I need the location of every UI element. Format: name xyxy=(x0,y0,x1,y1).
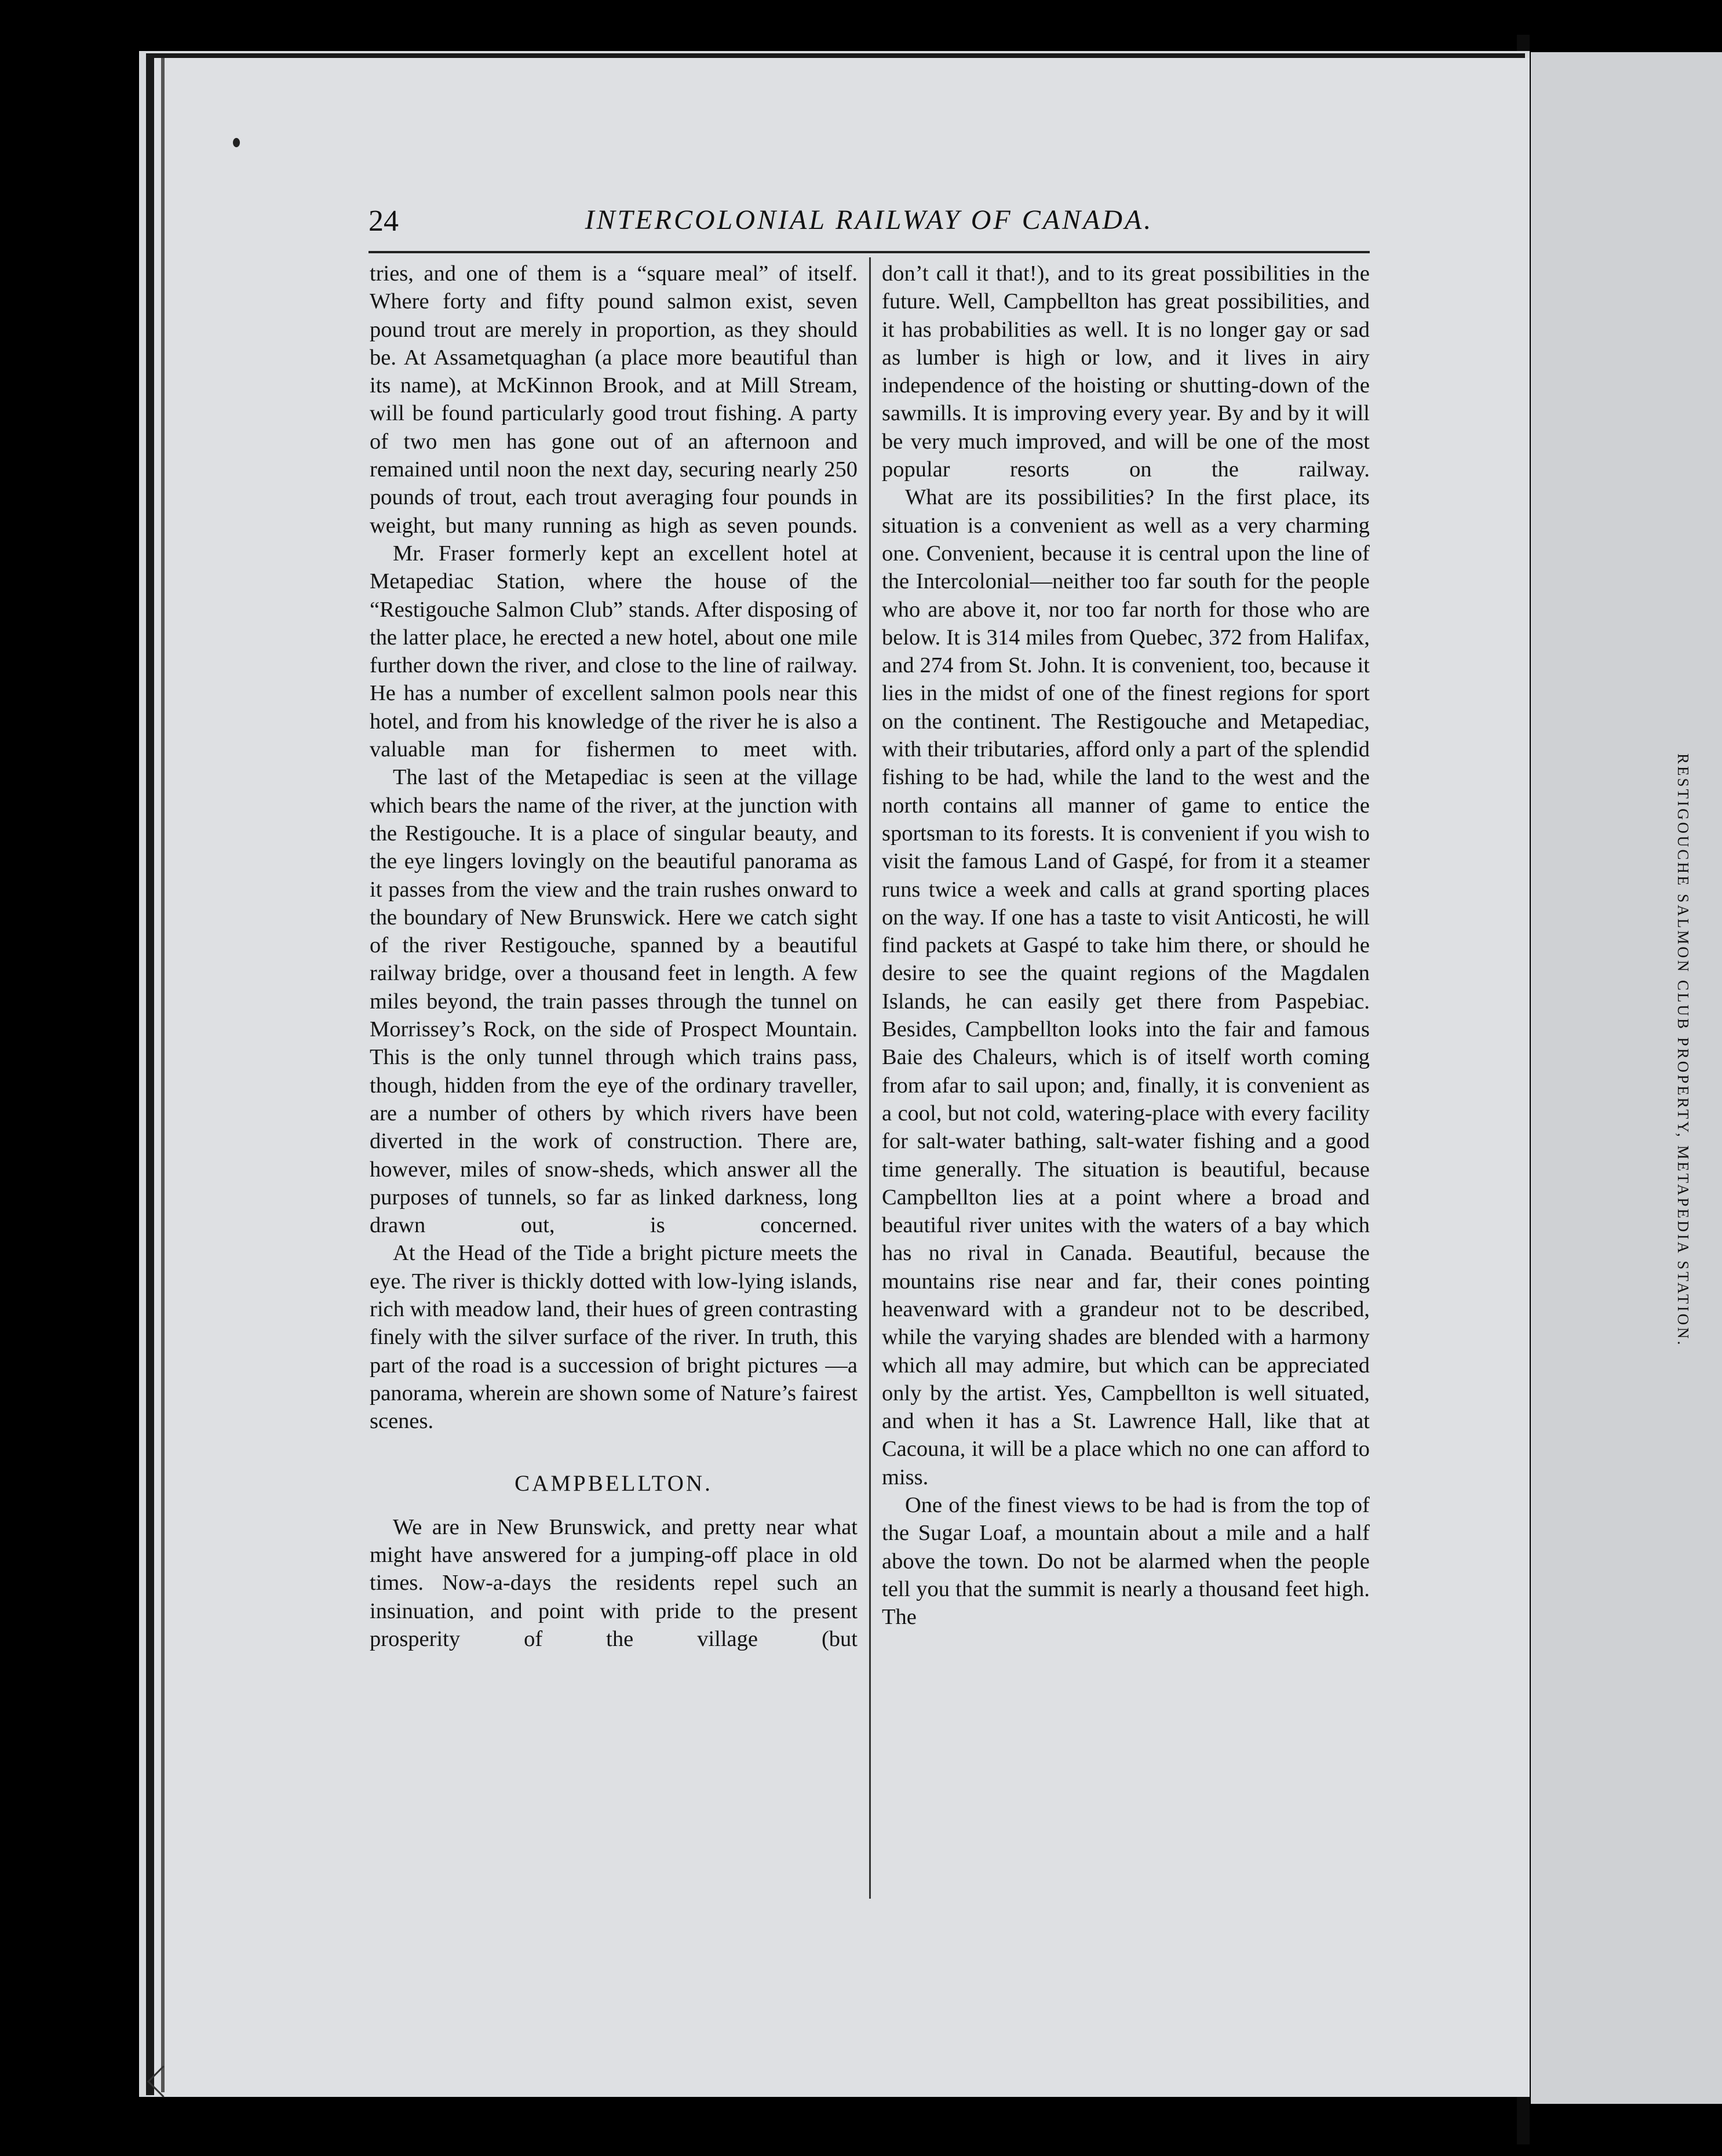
paragraph: Mr. Fraser formerly kept an excellent hotel at Metapediac Station, where the house of the “Restigouche Salmon Club” stands. After disposing of the latter place, he erected a new hotel, about one mile further down the river, and close to the line of railway. He has a number of excellent salmon pools near this hotel, and from his knowledge of the river he is also a valuable man for fishermen to meet with. xyxy=(370,541,858,762)
paragraph: The last of the Metapediac is seen at the village which bears the name of the river, at the junction with the Restigouche. It is a place of singular beauty, and the eye lingers lovingly on the beautiful panorama as it passes from the view and the train rushes onward to the boundary of New Brunswick. Here we catch sight of the river Restigouche, spanned by a beautiful railway bridge, over a thousand feet in length. A few miles beyond, the train passes through the tunnel on Morrissey’s Rock, on the side of Prospect Mountain. This is the only tunnel through which trains pass, though, hidden from the eye of the ordinary traveller, are a number of others by which rivers have been diverted in the work of construction. There are, however, miles of snow-sheds, which answer all the purposes of tunnels, so far as linked darkness, long drawn out, is concerned. xyxy=(370,765,858,1238)
paragraph: don’t call it that!), and to its great possibilities in the future. Well, Campbellton has great possibilities, and it has probabilities as well. It is no longer gay or sad as lumber is high or low, and it lives in airy independence of the hoisting or shutting-down of the sawmills. It is improving every year. By and by it will be very much improved, and will be one of the most popular resorts on the railway. xyxy=(882,261,1370,482)
adjacent-page-edge xyxy=(1531,52,1722,2104)
page-left-edge-shadow xyxy=(161,58,165,2092)
column-divider xyxy=(869,257,871,1899)
plate-caption: RESTIGOUCHE SALMON CLUB PROPERTY, METAPEDIA STATION. xyxy=(1674,753,1692,1348)
page-left-edge xyxy=(146,55,154,2095)
paragraph: What are its possibilities? In the first place, its situation is a convenient as well as a very charming one. Convenient, because it is central upon the line of the Intercolonial—neither too far south for the people who are above it, nor too far north for those who are below. It is 314 miles from Quebec, 372 from Halifax, and 274 from St. John. It is convenient, too, because it lies in the midst of one of the finest regions for sport on the continent. The Restigouche and Metapediac, with their tributaries, afford only a part of the splendid fishing to be had, while the land to the west and the north contains all manner of game to entice the sportsman to its forests. It is convenient if you wish to visit the famous Land of Gaspé, for from it a steamer runs twice a week and calls at grand sporting places on the way. If one has a taste to visit Anticosti, he will find packets at Gaspé to take him there, or should he desire to see the quaint regions of the Magdalen Islands, he can easily get there from Paspebiac. Besides, Campbellton looks into the fair and famous Baie des Chaleurs, which is of itself worth coming from afar to sail upon; and, finally, it is convenient as a cool, but not cold, watering-place with every facility for salt-water bathing, salt-water fishing and a good time generally. The situation is beautiful, because Campbellton lies at a point where a broad and beautiful river unites with the waters of a bay which has no rival in Canada. Beautiful, because the mountains rise near and far, their cones pointing heavenward with a grandeur not to be described, while the varying shades are blended with a harmony which all may admire, but which can be appreciated only by the artist. Yes, Campbellton is well situated, and when it has a St. Lawrence Hall, like that at Cacouna, it will be a place which no one can afford to miss. xyxy=(882,485,1370,1489)
paragraph: One of the finest views to be had is from the top of the Sugar Loaf, a mountain about a mile and a half above the town. Do not be alarmed when the people tell you that the summit is nearly a thousand feet high. The xyxy=(882,1493,1370,1630)
right-column xyxy=(882,260,1370,1631)
running-head: INTERCOLONIAL RAILWAY OF CANADA. xyxy=(585,205,1154,235)
left-column xyxy=(370,260,858,1653)
page-number: 24 xyxy=(369,205,399,238)
ink-spot xyxy=(233,138,240,147)
section-heading: CAMPBELLTON. xyxy=(515,1471,713,1496)
page-top-edge xyxy=(146,53,1525,58)
paragraph: tries, and one of them is a “square meal” of itself. Where forty and fifty pound salmon exist, seven pound trout are merely in proportion, as they should be. At Assametquaghan (a place more beautiful than its name), at McKinnon Brook, and at Mill Stream, will be found particularly good trout fishing. A party of two men has gone out of an afternoon and remained until noon the next day, securing nearly 250 pounds of trout, each trout averaging four pounds in weight, but many running as high as seven pounds. xyxy=(370,261,858,538)
paragraph: We are in New Brunswick, and pretty near what might have answered for a jumping-off place in old times. Now-a-days the residents repel such an insinuation, and point with pride to the present prosperity of the village (but xyxy=(370,1514,858,1651)
header-rule xyxy=(369,251,1370,253)
paragraph: At the Head of the Tide a bright picture meets the eye. The river is thickly dotted with low-lying islands, rich with meadow land, their hues of green contrasting finely with the silver surface of the river. In truth, this part of the road is a succession of bright pictures —a panorama, wherein are shown some of Nature’s fairest scenes. xyxy=(370,1241,858,1434)
